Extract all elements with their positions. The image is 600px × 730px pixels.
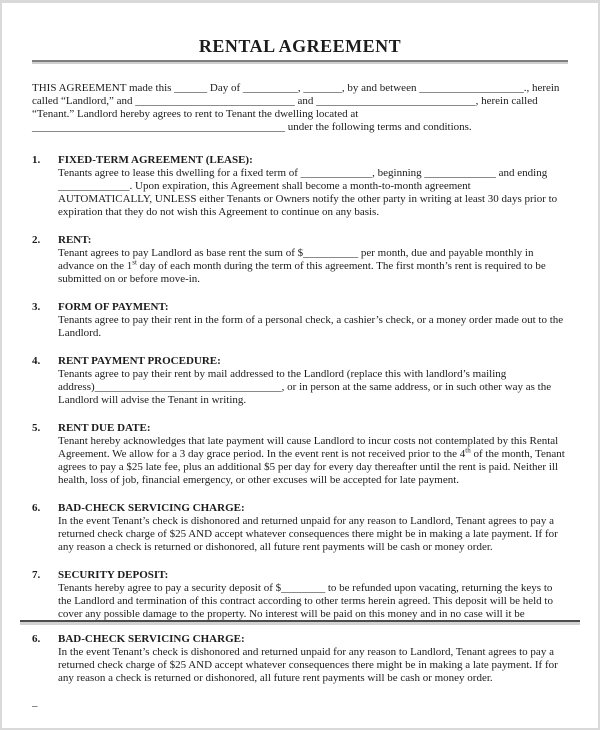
document-page [2, 3, 598, 713]
section-number: 4. [32, 355, 41, 367]
section-body: Tenants agree to lease this dwelling for a fixed term of _____________, beginning _____________ and ending _____________. Upon expiration, this Agreement shall become a month-to-month agreement AUTOMATICALLY, UNLESS either Tenants or Owners notify the other party in writing at least 30 days prior to expiration that they do not wish this Agreement to continue on any basis. [58, 167, 558, 218]
section [32, 301, 568, 340]
ordinal-suffix: st [132, 258, 137, 267]
section-heading: RENT PAYMENT PROCEDURE: [58, 355, 221, 367]
section [32, 234, 568, 286]
section-heading: FIXED-TERM AGREEMENT (LEASE): [58, 154, 253, 166]
sections-list [32, 154, 568, 685]
section-number: 3. [32, 301, 41, 313]
section-heading: RENT: [58, 234, 92, 246]
section-heading: BAD-CHECK SERVICING CHARGE: [58, 502, 245, 514]
section-body: Tenants agree to pay their rent by mail addressed to the Landlord (replace this with landlord’s mailing address)__________________________________, or in person at the same address, or in such other way as the Landlord will advise the Tenant in writing. [58, 368, 552, 406]
section [32, 569, 568, 621]
section [32, 502, 568, 554]
section [32, 154, 568, 219]
section-body: In the event Tenant’s check is dishonored and returned unpaid for any reason to Landlord, Tenant agrees to pay a returned check charge of $25 AND accept whatever consequences there might be in making a late payment. If for any reason a check is returned or dishonored, all future rent payments will be cash or money order. [58, 646, 558, 684]
section-number: 5. [32, 422, 41, 434]
section-heading: BAD-CHECK SERVICING CHARGE: [58, 633, 245, 645]
intro-paragraph: THIS AGREEMENT made this ______ Day of __________, _______, by and between ___________________., herein called “Landlord,” and _____________________________ and _____________________________, herein called “Tenant.” Landlord hereby agrees to rent to Tenant the dwelling located at ______________________________________________ under the following terms and conditions. [32, 82, 560, 133]
section-body: Tenants agree to pay their rent in the form of a personal check, a cashier’s check, or a money order made out to the Landlord. [58, 314, 564, 339]
section-number: 6. [32, 633, 41, 645]
section-body: Tenants hereby agree to pay a security deposit of $________ to be refunded upon vacating, returning the keys to the Landlord and termination of this contract according to other terms herein agreed. This deposit will be held to cover any possible damage to the property. No interest will be paid on this money and in no case will it be [58, 582, 553, 620]
section [32, 355, 568, 407]
section-number: 2. [32, 234, 41, 246]
section-heading: SECURITY DEPOSIT: [58, 569, 169, 581]
section-heading: RENT DUE DATE: [58, 422, 151, 434]
section-body: Tenant hereby acknowledges that late payment will cause Landlord to incur costs not contemplated by this Rental Agreement. We allow for a 3 day grace period. In the event rent is not received prior to the 4th of the month, Tenant agrees to pay a $25 late fee, plus an additional $5 per day for every day thereafter until the rent is paid. Neither ill health, loss of job, financial emergency, or other excuses will be accepted for late payment. [58, 435, 565, 486]
document-title: RENTAL AGREEMENT [198, 36, 402, 56]
section-number: 7. [32, 569, 41, 581]
ordinal-suffix: th [465, 446, 471, 455]
section-number: 6. [32, 502, 41, 514]
section [32, 633, 568, 685]
section-body: In the event Tenant’s check is dishonored and returned unpaid for any reason to Landlord, Tenant agrees to pay a returned check charge of $25 AND accept whatever consequences there might be in making a late payment. If for any reason a check is returned or dishonored, all future rent payments will be cash or money order. [58, 515, 558, 553]
section-heading: FORM OF PAYMENT: [58, 301, 169, 313]
section-number: 1. [32, 154, 41, 166]
section [32, 422, 568, 487]
trailing-dash: – [32, 700, 38, 712]
section-body: Tenant agrees to pay Landlord as base rent the sum of $__________ per month, due and payable monthly in advance on the 1st day of each month during the term of this agreement. The first month’s rent is required to be submitted on or before move-in. [58, 247, 546, 285]
title-rule [32, 60, 568, 64]
